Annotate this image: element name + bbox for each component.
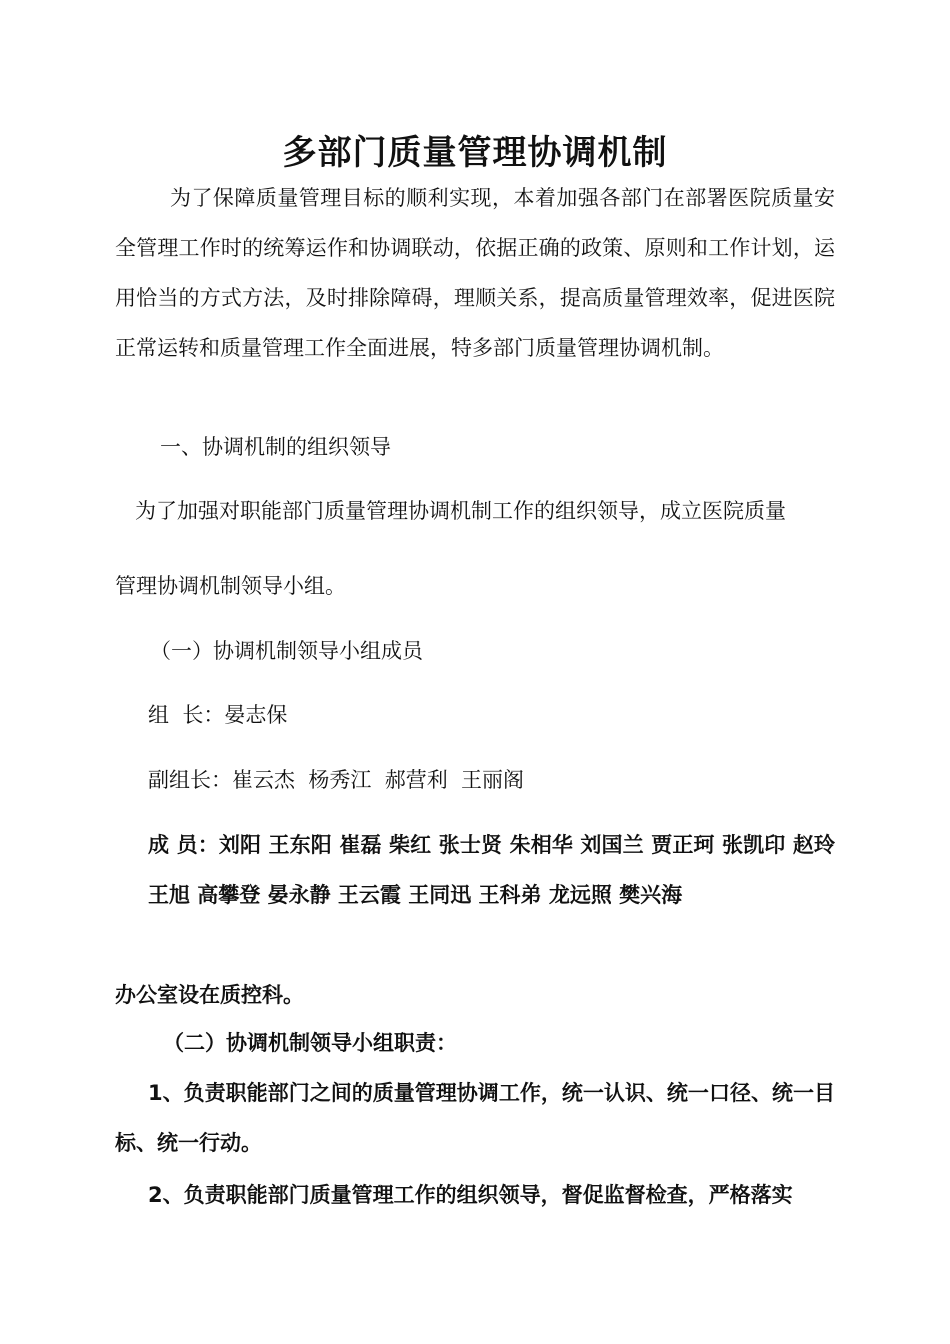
members-list: 成 员：刘阳 王东阳 崔磊 柴红 张士贤 朱相华 刘国兰 贾正珂 张凯印 赵玲 王旭 高攀登 晏永静 王云霞 王同迅 王科弟 龙远照 樊兴海 bbox=[148, 833, 835, 907]
subsection2-heading: （二）协调机制领导小组职责： bbox=[163, 1031, 457, 1055]
office-line: 办公室设在质控科。 bbox=[115, 983, 304, 1007]
section1-paragraph-line1: 为了加强对职能部门质量管理协调机制工作的组织领导，成立医院质量 bbox=[135, 499, 786, 523]
intro-paragraph: 为了保障质量管理目标的顺利实现，本着加强各部门在部署医院质量安全管理工作时的统筹运作和协调联动，依据正确的政策、原则和工作计划，运用恰当的方式方法，及时排除障碍，理顺关系，提高质量管理效率，促进医院正常运转和质量管理工作全面进展，特多部门质量管理协调机制。 bbox=[115, 186, 835, 360]
document-title: 多部门质量管理协调机制 bbox=[282, 132, 668, 173]
leader-line: 组 长：晏志保 bbox=[148, 703, 288, 727]
duty-item-1: 1、负责职能部门之间的质量管理协调工作，统一认识、统一口径、统一目标、统一行动。 bbox=[115, 1081, 835, 1155]
duty-item-2: 2、负责职能部门质量管理工作的组织领导，督促监督检查，严格落实 bbox=[148, 1183, 793, 1207]
deputy-leaders-line: 副组长：崔云杰 杨秀江 郝营利 王丽阁 bbox=[148, 768, 525, 792]
subsection1-heading: （一）协调机制领导小组成员 bbox=[150, 639, 423, 663]
section1-paragraph-line2: 管理协调机制领导小组。 bbox=[115, 574, 346, 598]
section1-heading: 一、协调机制的组织领导 bbox=[160, 435, 391, 459]
